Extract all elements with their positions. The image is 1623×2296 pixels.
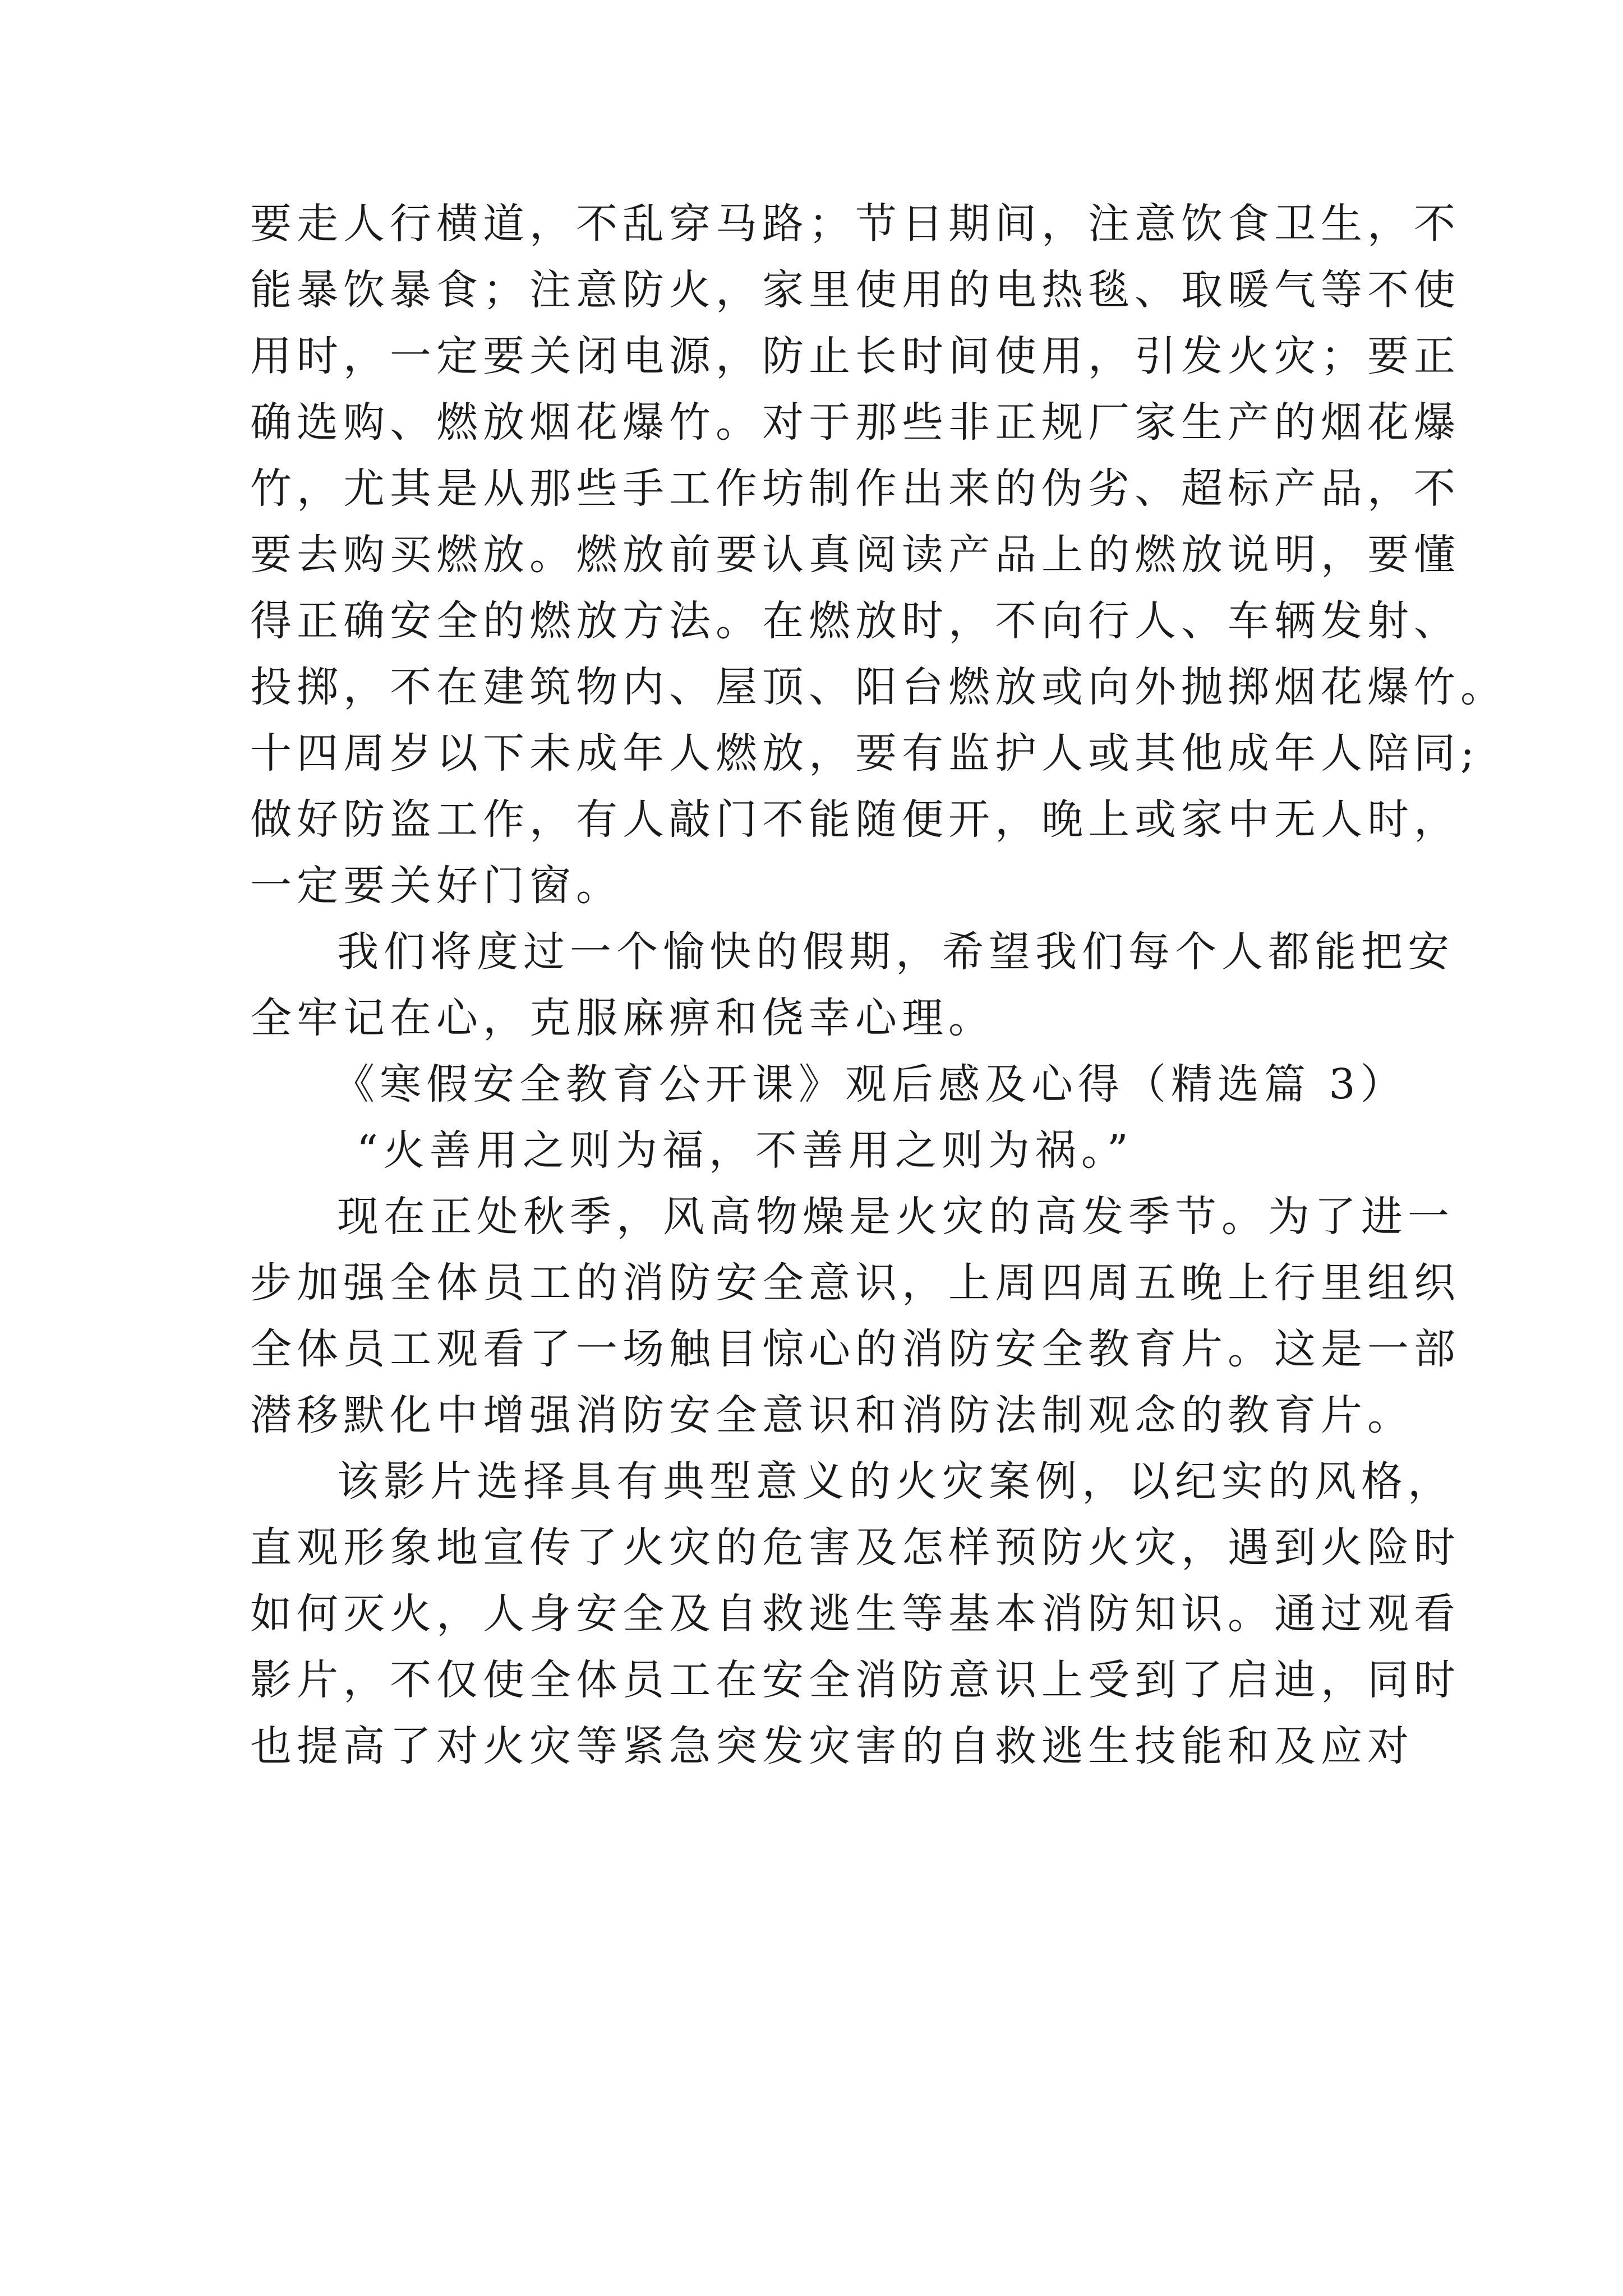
document-body [250,191,1507,1779]
paragraph-first-line: 该影片选择具有典型意义的火灾案例，以纪实的风格， [337,1457,1454,1506]
text-line: 也提高了对火灾等紧急突发灾害的自救逃生技能和及应对 [250,1722,1414,1770]
text-line: 潜移默化中增强消防安全意识和消防法制观念的教育片。 [250,1391,1414,1439]
text-line: 能暴饮暴食；注意防火，家里使用的电热毯、取暖气等不使 [250,266,1460,314]
text-line: 全牢记在心，克服麻痹和侥幸心理。 [250,994,995,1042]
text-line: 确选购、燃放烟花爆竹。对于那些非正规厂家生产的烟花爆 [250,398,1460,447]
section-heading: 《寒假安全教育公开课》观后感及心得（精选篇 3） [333,1060,1407,1108]
text-line: 要走人行横道，不乱穿马路；节日期间，注意饮食卫生，不 [250,200,1460,248]
text-line: 得正确安全的燃放方法。在燃放时，不向行人、车辆发射、 [250,597,1460,645]
paragraph-first-line: 现在正处秋季，风高物燥是火灾的高发季节。为了进一 [337,1193,1454,1241]
text-line: 做好防盗工作，有人敲门不能随便开，晚上或家中无人时， [250,795,1460,844]
text-line: 一定要关好门窗。 [250,862,623,910]
text-line: 十四周岁以下未成年人燃放，要有监护人或其他成年人陪同; [250,729,1479,777]
text-line: 影片，不仅使全体员工在安全消防意识上受到了启迪，同时 [250,1656,1460,1704]
text-line: 全体员工观看了一场触目惊心的消防安全教育片。这是一部 [250,1325,1460,1373]
text-line: 投掷，不在建筑物内、屋顶、阳台燃放或向外抛掷烟花爆竹。 [250,663,1507,711]
text-line: 竹，尤其是从那些手工作坊制作出来的伪劣、超标产品，不 [250,464,1460,513]
quote-line: “火善用之则为福，不善用之则为祸。” [357,1126,1133,1175]
paragraph-first-line: 我们将度过一个愉快的假期，希望我们每个人都能把安 [337,928,1454,976]
text-line: 用时，一定要关闭电源，防止长时间使用，引发火灾；要正 [250,332,1460,380]
text-line: 直观形象地宣传了火灾的危害及怎样预防火灾，遇到火险时 [250,1524,1460,1572]
text-line: 如何灭火，人身安全及自救逃生等基本消防知识。通过观看 [250,1590,1460,1638]
text-line: 步加强全体员工的消防安全意识，上周四周五晚上行里组织 [250,1259,1460,1307]
text-line: 要去购买燃放。燃放前要认真阅读产品上的燃放说明，要懂 [250,531,1460,579]
